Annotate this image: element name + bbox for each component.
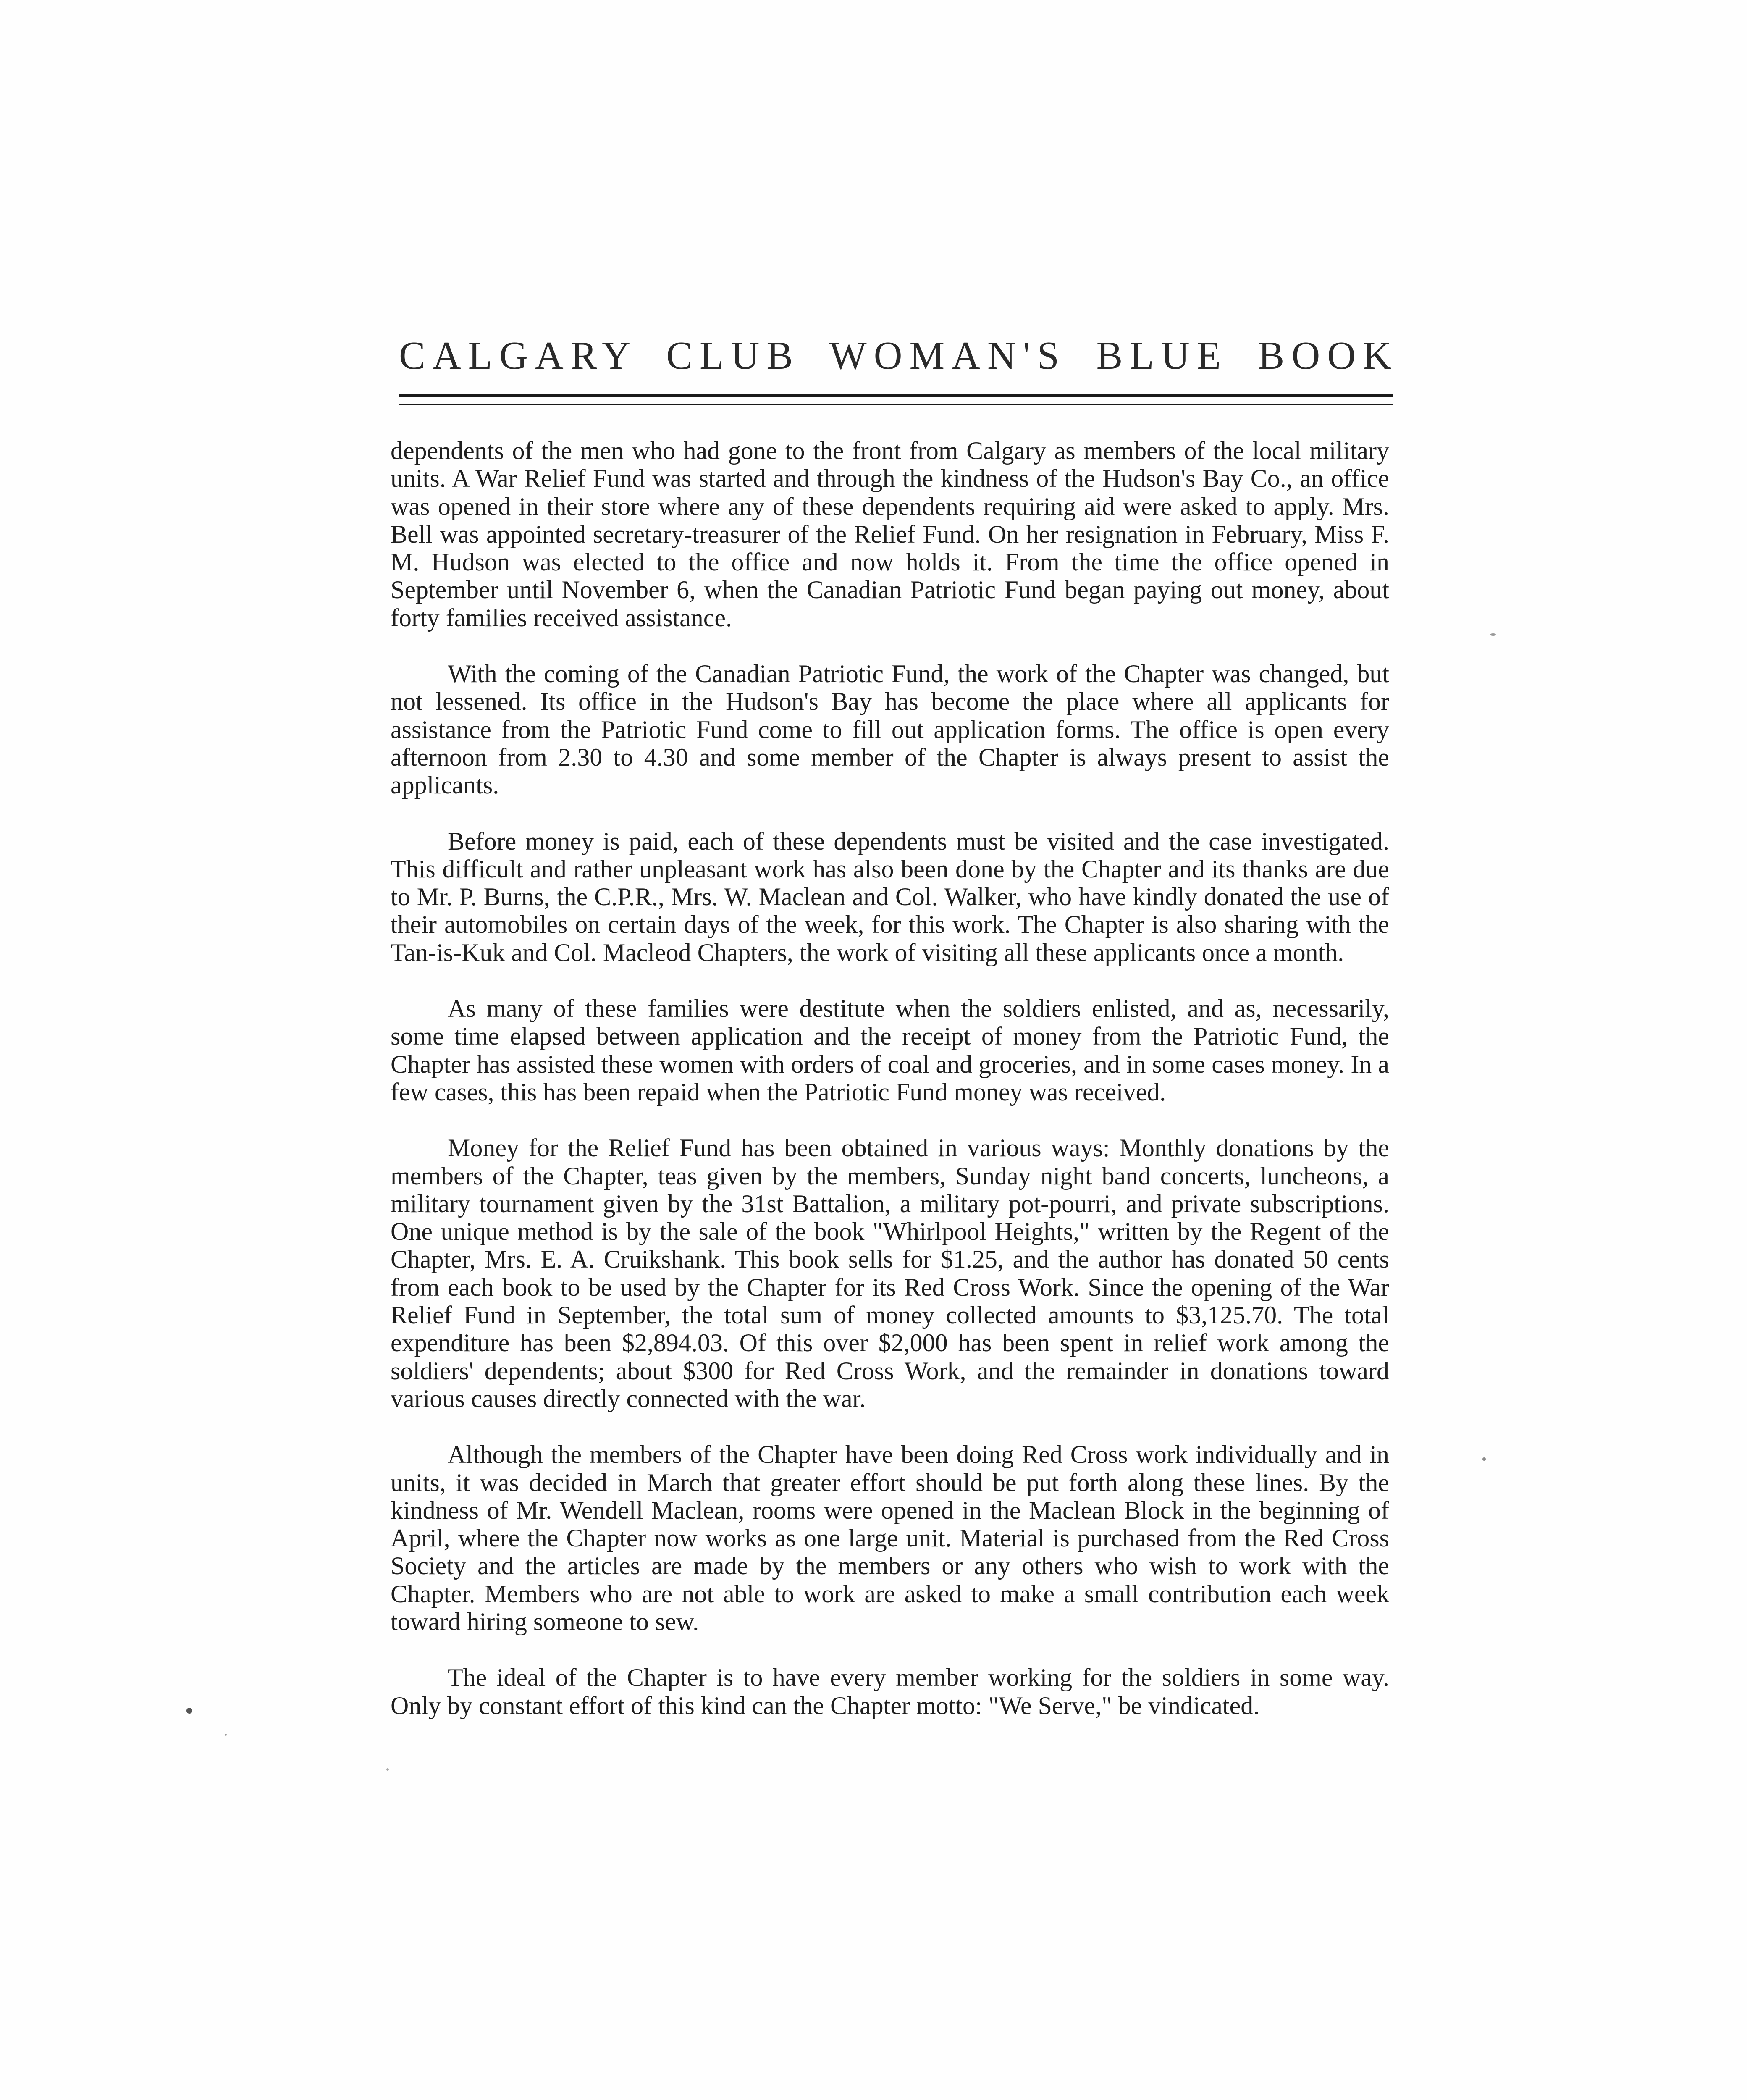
scan-speck <box>186 1708 192 1714</box>
paragraph-1: dependents of the men who had gone to the front from Calgary as members of the local military units. A War Relief Fund was started and through the kindness of the Hudson's Bay Co., an office was opened in their store where any of these dependents requiring aid were asked to apply. Mrs. Bell was appointed secretary-treasurer of the Relief Fund. On her resignation in February, Miss F. M. Hudson was elected to the office and now holds it. From the time the office opened in September until November 6, when the Canadian Patriotic Fund began paying out money, about forty families received assistance. <box>391 437 1389 632</box>
scan-speck <box>1490 633 1496 636</box>
paragraph-3: Before money is paid, each of these dependents must be visited and the case investigated. This difficult and rather unpleasant work has also been done by the Chapter and its thanks are due to Mr. P. Burns, the C.P.R., Mrs. W. Maclean and Col. Walker, who have kindly donated the use of their automobiles on certain days of the week, for this work. The Chapter is also sharing with the Tan-is-Kuk and Col. Macleod Chapters, the work of visiting all these applicants once a month. <box>391 827 1389 966</box>
paragraph-6: Although the members of the Chapter have been doing Red Cross work individually and in units, it was decided in March that greater effort should be put forth along these lines. By the kindness of Mr. Wendell Maclean, rooms were opened in the Maclean Block in the beginning of April, where the Chapter now works as one large unit. Material is purchased from the Red Cross Society and the articles are made by the members or any others who wish to work with the Chapter. Members who are not able to work are asked to make a small contribution each week toward hiring someone to sew. <box>391 1441 1389 1635</box>
paragraph-5: Money for the Relief Fund has been obtained in various ways: Monthly donations by the members of the Chapter, teas given by the members, Sunday night band concerts, luncheons, a military tournament given by the 31st Battalion, a military pot-pourri, and private subscriptions. One unique method is by the sale of the book "Whirlpool Heights," written by the Regent of the Chapter, Mrs. E. A. Cruikshank. This book sells for $1.25, and the author has donated 50 cents from each book to be used by the Chapter for its Red Cross Work. Since the opening of the War Relief Fund in September, the total sum of money collected amounts to $3,125.70. The total expenditure has been $2,894.03. Of this over $2,000 has been spent in relief work among the soldiers' dependents; about $300 for Red Cross Work, and the remainder in donations toward various causes directly connected with the war. <box>391 1134 1389 1412</box>
paragraph-2: With the coming of the Canadian Patriotic Fund, the work of the Chapter was changed, but not lessened. Its office in the Hudson's Bay has become the place where all applicants for assistance from the Patriotic Fund come to fill out application forms. The office is open every afternoon from 2.30 to 4.30 and some member of the Chapter is always present to assist the applicants. <box>391 660 1389 799</box>
header-rule-thick <box>399 394 1393 397</box>
running-header: CALGARY CLUB WOMAN'S BLUE BOOK <box>399 334 1398 378</box>
paragraph-4: As many of these families were destitute when the soldiers enlisted, and as, necessarily, some time elapsed between application and the receipt of money from the Patriotic Fund, the Chapter has assisted these women with orders of coal and groceries, and in some cases money. In a few cases, this has been repaid when the Patriotic Fund money was received. <box>391 995 1389 1106</box>
paragraph-7: The ideal of the Chapter is to have every member working for the soldiers in some way. Only by constant effort of this kind can the Chapter motto: "We Serve," be vindicated. <box>391 1664 1389 1719</box>
body-text <box>391 437 1389 1719</box>
header-rule-thin <box>399 404 1393 405</box>
scan-speck <box>1482 1457 1486 1461</box>
scan-speck <box>386 1768 389 1771</box>
scan-speck <box>225 1734 227 1736</box>
